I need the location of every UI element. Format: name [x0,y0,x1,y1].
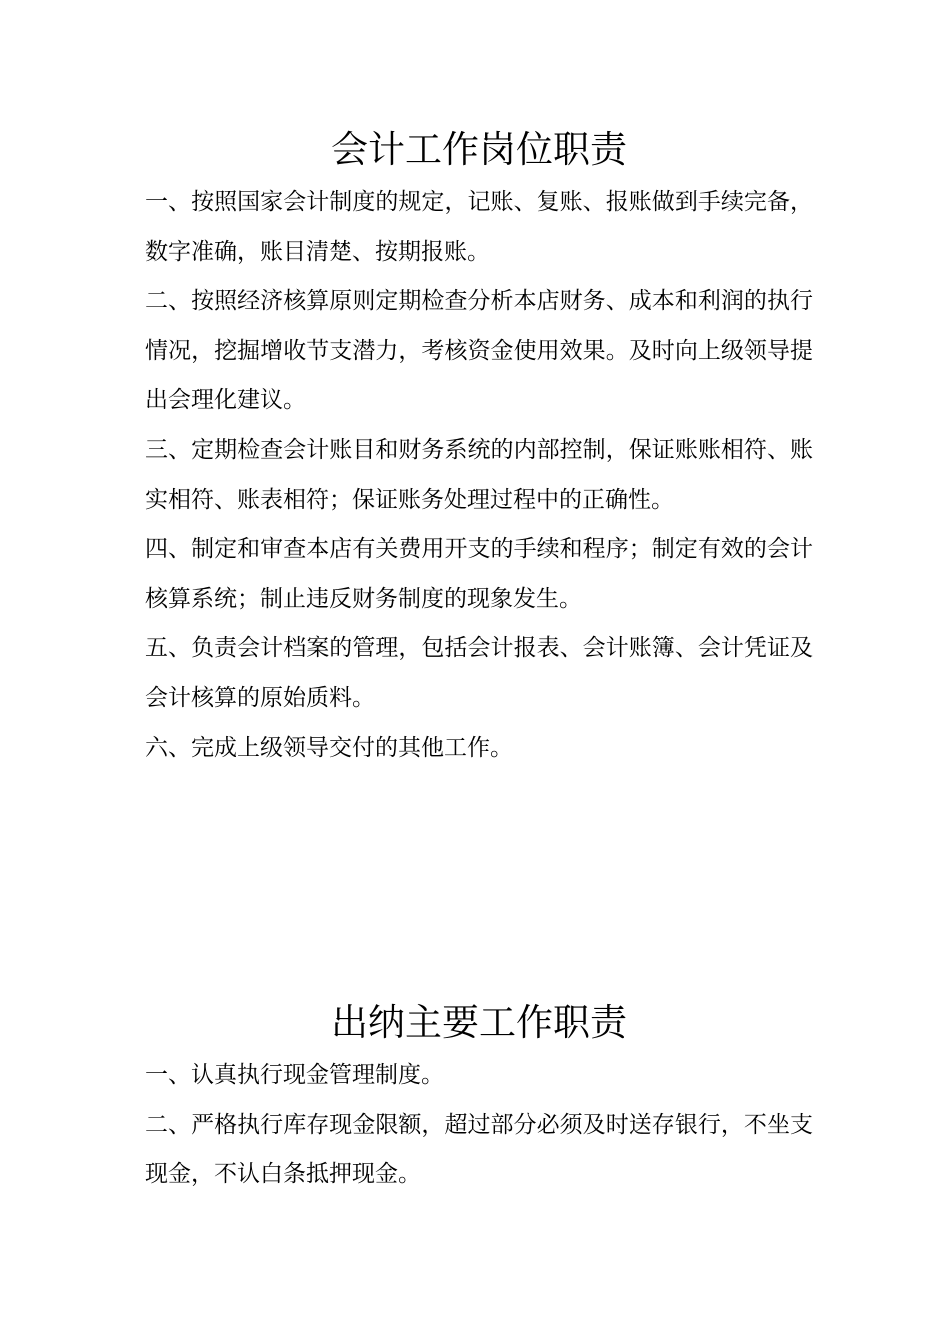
accounting-duty-item-3: 三、定期检查会计账目和财务系统的内部控制，保证账账相符、账实相符、账表相符；保证账务处理过程中的正确性。 [145,436,813,513]
cashier-duty-item-1: 一、认真执行现金管理制度。 [145,1062,444,1088]
cashier-duties-section [145,995,813,1200]
cashier-duty-item-2: 二、严格执行库存现金限额，超过部分必须及时送存银行，不坐支现金，不认白条抵押现金。 [145,1111,813,1188]
accounting-duty-item-4: 四、制定和审查本店有关费用开支的手续和程序；制定有效的会计核算系统；制止违反财务制度的现象发生。 [145,536,813,612]
accounting-duties-section [145,122,813,773]
accounting-duty-item-6: 六、完成上级领导交付的其他工作。 [145,734,513,761]
accounting-duties-title: 会计工作岗位职责 [331,128,627,171]
cashier-duties-title: 出纳主要工作职责 [331,1001,627,1044]
accounting-duty-item-5: 五、负责会计档案的管理，包括会计报表、会计账簿、会计凭证及会计核算的原始质料。 [145,635,813,711]
accounting-duty-item-2: 二、按照经济核算原则定期检查分析本店财务、成本和利润的执行情况，挖掘增收节支潜力，考核资金使用效果。及时向上级领导提出会理化建议。 [145,288,813,414]
accounting-duty-item-1: 一、按照国家会计制度的规定，记账、复账、报账做到手续完备，数字准确，账目清楚、按期报账。 [145,189,813,265]
